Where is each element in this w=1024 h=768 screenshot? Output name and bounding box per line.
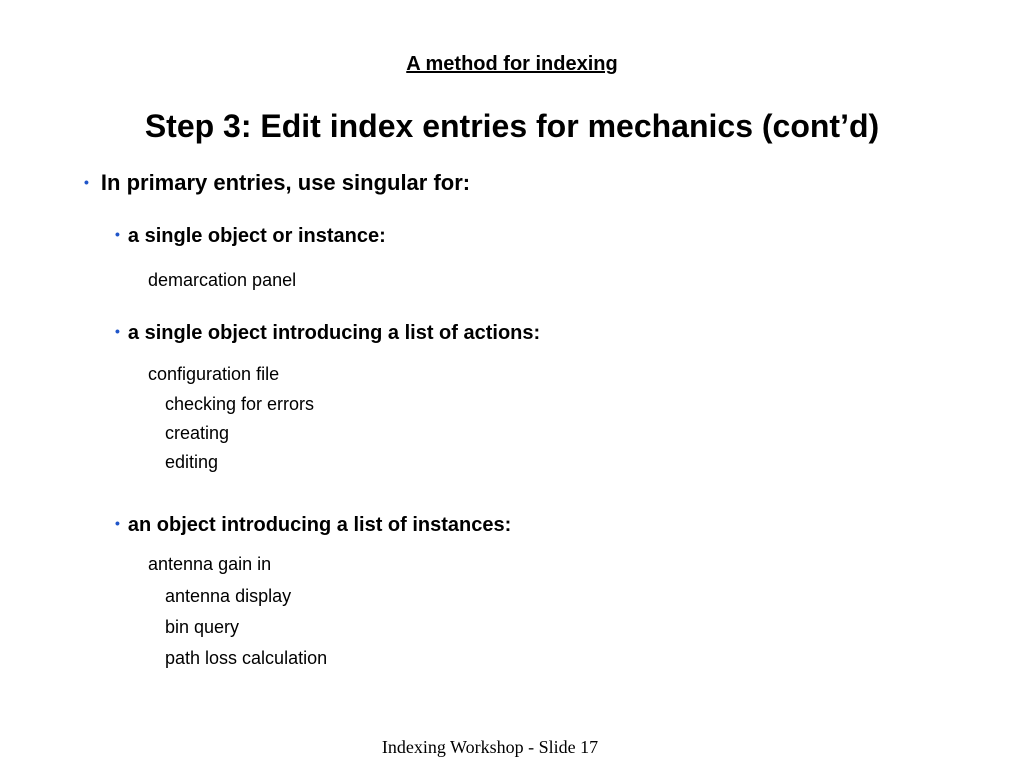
example-sub-entry: path loss calculation — [165, 648, 328, 668]
sub-bullet-text: an object introducing a list of instances: — [127, 514, 512, 536]
bullet-icon: • — [115, 226, 120, 242]
bullet-icon: • — [84, 174, 89, 190]
example-sub-entry: creating — [165, 423, 230, 443]
sub-bullet-point — [115, 322, 540, 345]
sub-bullet-text: a single object introducing a list of actions: — [127, 322, 541, 344]
slide-header: A method for indexing — [406, 53, 618, 75]
bullet-icon: • — [115, 323, 120, 339]
example-main-entry: antenna gain in — [148, 554, 272, 574]
slide-footer: Indexing Workshop - Slide 17 — [381, 737, 599, 757]
bullet-icon: • — [115, 515, 120, 531]
sub-bullet-point — [115, 225, 386, 248]
slide-title: Step 3: Edit index entries for mechanics (cont’d) — [144, 108, 880, 144]
example-sub-entry: checking for errors — [165, 394, 315, 414]
example-main-entry: configuration file — [148, 364, 280, 384]
example-sub-entry: bin query — [165, 617, 240, 637]
main-bullet-text: In primary entries, use singular for: — [100, 170, 471, 195]
example-sub-entry: antenna display — [165, 586, 292, 606]
example-sub-entry: editing — [165, 452, 219, 472]
example-main-entry: demarcation panel — [148, 270, 297, 290]
main-bullet-point — [84, 170, 470, 196]
sub-bullet-point — [115, 514, 511, 537]
sub-bullet-text: a single object or instance: — [127, 225, 386, 247]
